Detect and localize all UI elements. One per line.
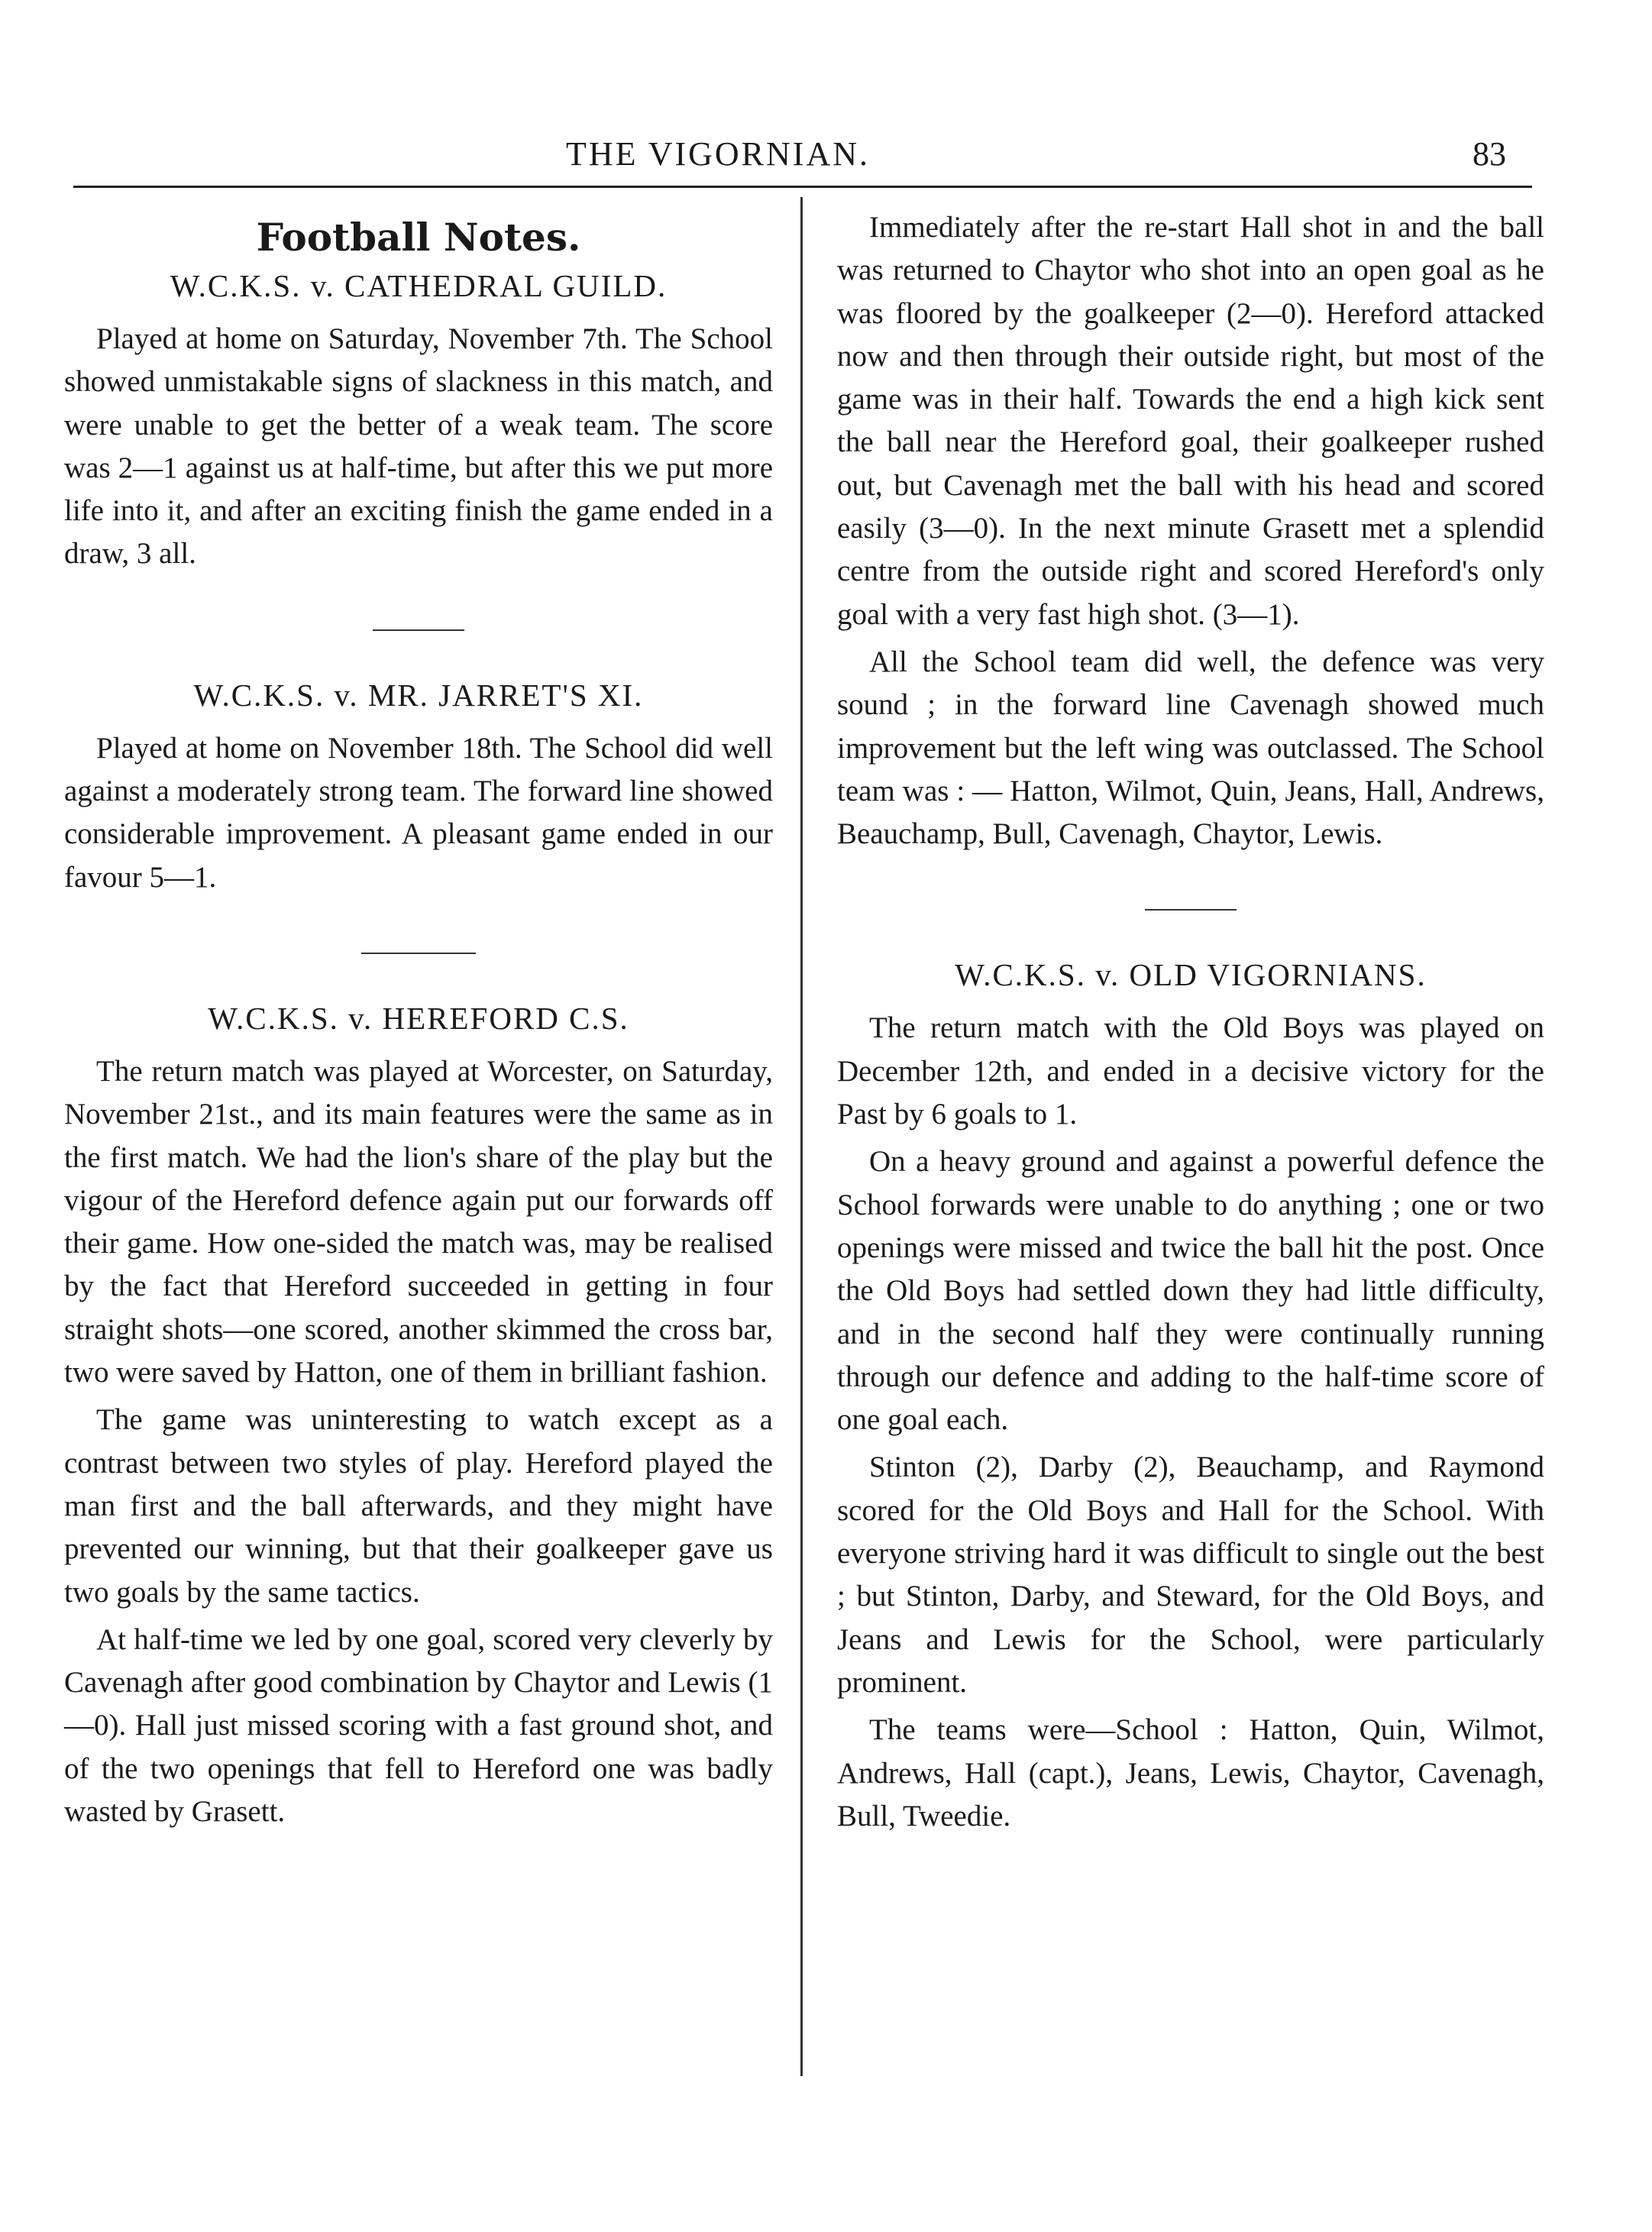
paragraph-old-vigornians-1: The return match with the Old Boys was played on December 12th, and ended in a decisive victory for the Past by 6 goals to 1.: [837, 1011, 1544, 1131]
paragraph-hereford-5: All the School team did well, the defence was very sound ; in the forward line Cavenagh showed much improvement but the left wing was outclassed. The School team was : — Hatton, Wilmot, Quin, Jeans, Hall, Andrews, Beauchamp, Bull, Cavenagh, Chaytor, Lewis.: [837, 645, 1544, 851]
paragraph-old-vigornians-3: Stinton (2), Darby (2), Beauchamp, and Raymond scored for the Old Boys and Hall for the School. With everyone striving hard it was difficult to single out the best ; but Stinton, Darby, and Steward, for the Old Boys, and Jeans and Lewis for the School, were particularly prominent.: [837, 1451, 1544, 1699]
paragraph-cathedral-guild-1: Played at home on Saturday, November 7th. The School showed unmistakable signs of slackness in this match, and were unable to get the better of a weak team. The score was 2—1 against us at half-time, but after this we put more life into it, and after an exciting finish the game ended in a draw, 3 all.: [64, 322, 773, 571]
paragraph-hereford-2: The game was uninteresting to watch except as a contrast between two styles of play. Hereford played the man first and the ball afterwards, and they might have prevented our winning, but that their goalkeeper gave us two goals by the same tactics.: [64, 1403, 773, 1609]
paragraph-old-vigornians-4: The teams were—School : Hatton, Quin, Wilmot, Andrews, Hall (capt.), Jeans, Lewis, Chaytor, Cavenagh, Bull, Tweedie.: [837, 1713, 1544, 1833]
column-divider: [800, 197, 803, 2076]
paragraph-jarrets-xi-1: Played at home on November 18th. The School did well against a moderately strong team. The forward line showed considerable improvement. A pleasant game ended in our favour 5—1.: [64, 731, 773, 894]
match-title-cathedral-guild: W.C.K.S. v. CATHEDRAL GUILD.: [170, 268, 668, 303]
left-column: [64, 206, 773, 1838]
match-title-jarrets-xi: W.C.K.S. v. MR. JARRET'S XI.: [193, 677, 644, 713]
header-rule: [73, 186, 1532, 188]
page-number: 83: [1473, 135, 1506, 173]
match-title-hereford: W.C.K.S. v. HEREFORD C.S.: [208, 1000, 629, 1036]
paragraph-hereford-3: At half-time we led by one goal, scored very cleverly by Cavenagh after good combination by Chaytor and Lewis (1—0). Hall just missed scoring with a fast ground shot, and of the two openings that fell to Hereford one was badly wasted by Grasett.: [64, 1622, 773, 1829]
section-separator: [373, 629, 464, 631]
match-title-old-vigornians: W.C.K.S. v. OLD VIGORNIANS.: [955, 957, 1427, 993]
paragraph-hereford-4: Immediately after the re-start Hall shot in and the ball was returned to Chaytor who shot into an open goal as he was floored by the goalkeeper (2—0). Hereford attacked now and then through their outside right, but most of the game was in their half. Towards the end a high kick sent the ball near the Hereford goal, their goalkeeper rushed out, but Cavenagh met the ball with his head and scored easily (3—0). In the next minute Grasett met a splendid centre from the outside right and scored Hereford's only goal with a very fast high shot. (3—1).: [837, 211, 1544, 631]
paragraph-old-vigornians-2: On a heavy ground and against a powerful defence the School forwards were unable to do anything ; one or two openings were missed and twice the ball hit the post. Once the Old Boys had settled down they had little difficulty, and in the second half they were continually running through our defence and adding to the half-time score of one goal each.: [837, 1145, 1544, 1437]
paragraph-hereford-1: The return match was played at Worcester, on Saturday, November 21st., and its main features were the same as in the first match. We had the lion's share of the play but the vigour of the Hereford defence again put our forwards off their game. How one-sided the match was, may be realised by the fact that Hereford succeeded in getting in four straight shots—one scored, another skimmed the cross bar, two were saved by Hatton, one of them in brilliant fashion.: [64, 1054, 773, 1389]
section-separator: [1145, 909, 1237, 911]
right-column: [837, 206, 1544, 1842]
section-separator: [361, 953, 476, 954]
running-head-title: THE VIGORNIAN.: [565, 135, 871, 173]
section-title: Football Notes.: [256, 215, 581, 260]
